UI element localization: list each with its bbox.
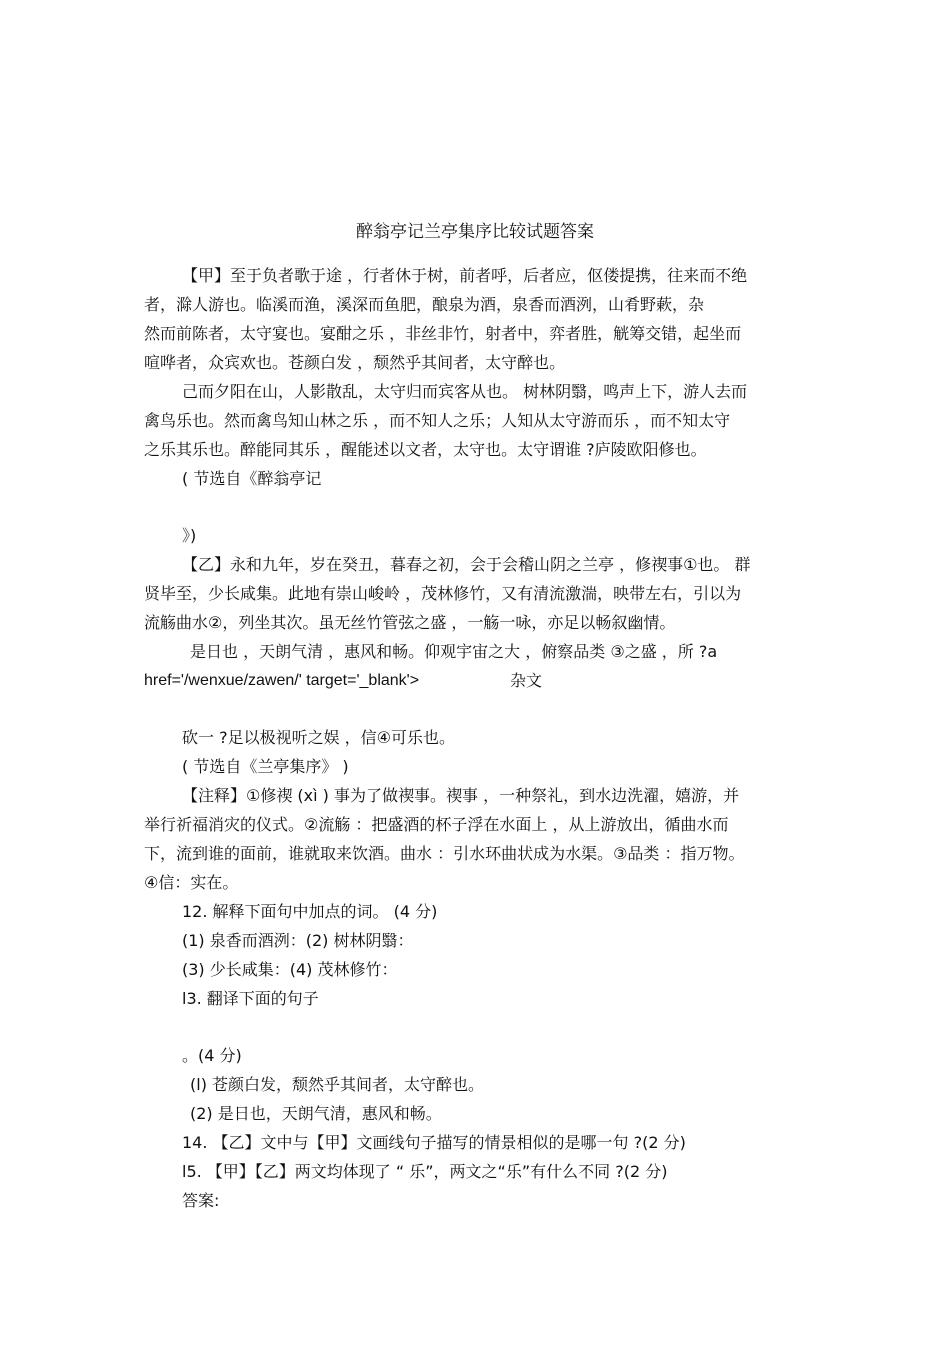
source-note: ( 节选自《兰亭集序》 ) xyxy=(182,757,349,776)
paragraph-line: 【乙】永和九年，岁在癸丑，暮春之初，会于会稽山阴之兰亭 ，修禊事①也。 群 xyxy=(182,555,751,574)
source-note: 》) xyxy=(182,526,197,545)
source-note: ( 节选自《醉翁亭记 xyxy=(182,469,322,488)
page-title: 醉翁亭记兰亭集序比较试题答案 xyxy=(356,222,594,242)
annotation-line: 举行祈福消灾的仪式。②流觞 ：把盛酒的杯子浮在水面上 ，从上游放出，循曲水而 xyxy=(144,815,729,834)
annotation-line: 下，流到谁的面前，谁就取来饮酒。曲水 ：引水环曲状成为水渠。③品类 ：指万物。 xyxy=(144,844,745,863)
annotation-line: ④信：实在。 xyxy=(144,873,239,892)
html-fragment-line: href='/wenxue/zawen/' target='_blank'> xyxy=(144,672,420,689)
paragraph-line: 禽鸟乐也。然而禽鸟知山林之乐 ，而不知人之乐；人知从太守游而乐 ，而不知太守 xyxy=(144,411,731,430)
question-13-item: (2) 是日也，天朗气清，惠风和畅。 xyxy=(190,1104,442,1123)
answer-label: 答案: xyxy=(182,1191,220,1210)
question-13-item: (l) 苍颜白发，颓然乎其间者，太守醉也。 xyxy=(190,1075,485,1094)
question-12: 12. 解释下面句中加点的词。 (4 分) xyxy=(182,902,438,921)
paragraph-line: 砍一 ?足以极视听之娱 ，信④可乐也。 xyxy=(182,728,456,747)
paragraph-line: 是日也 ，天朗气清 ，惠风和畅。仰观宇宙之大 ，俯察品类 ③之盛 ，所 ?a xyxy=(190,642,718,661)
link-text: 杂文 xyxy=(510,671,543,690)
paragraph-line: 己而夕阳在山，人影散乱，太守归而宾客从也。 树林阴翳，鸣声上下，游人去而 xyxy=(182,382,748,401)
paragraph-line: 【甲】至于负者歌于途 ，行者休于树，前者呼，后者应，伛偻提携，往来而不绝 xyxy=(182,266,748,285)
paragraph-line: 者，滁人游也。临溪而渔，溪深而鱼肥，酿泉为酒，泉香而酒洌，山肴野蔌，杂 xyxy=(144,295,705,314)
paragraph-line: 贤毕至，少长咸集。此地有崇山峻岭 ，茂林修竹，又有清流激湍，映带左右，引以为 xyxy=(144,584,742,603)
question-14: 14. 【乙】文中与【甲】文画线句子描写的情景相似的是哪一句 ?(2 分) xyxy=(182,1133,686,1152)
paragraph-line: 喧哗者，众宾欢也。苍颜白发 ，颓然乎其间者，太守醉也。 xyxy=(144,353,566,372)
question-12-items: (1) 泉香而酒洌：(2) 树林阴翳： xyxy=(182,931,414,950)
question-15: l5. 【甲】【乙】两文均体现了 “ 乐”，两文之“乐”有什么不同 ?(2 分) xyxy=(182,1162,668,1181)
question-13-score: 。(4 分) xyxy=(182,1046,242,1065)
paragraph-line: 之乐其乐也。醉能同其乐 ，醒能述以文者，太守也。太守谓谁 ?庐陵欧阳修也。 xyxy=(144,440,707,459)
annotation-line: 【注释】①修禊 (xì ) 事为了做禊事。禊事 ，一种祭礼，到水边洗濯，嬉游，并 xyxy=(182,786,740,805)
paragraph-line: 流觞曲水②，列坐其次。虽无丝竹管弦之盛 ，一觞一咏，亦足以畅叙幽情。 xyxy=(144,613,676,632)
question-12-items: (3) 少长咸集：(4) 茂林修竹： xyxy=(182,960,398,979)
paragraph-line: 然而前陈者，太守宴也。宴酣之乐 ，非丝非竹，射者中，弈者胜，觥筹交错，起坐而 xyxy=(144,324,742,343)
question-13: l3. 翻译下面的句子 xyxy=(182,989,319,1008)
